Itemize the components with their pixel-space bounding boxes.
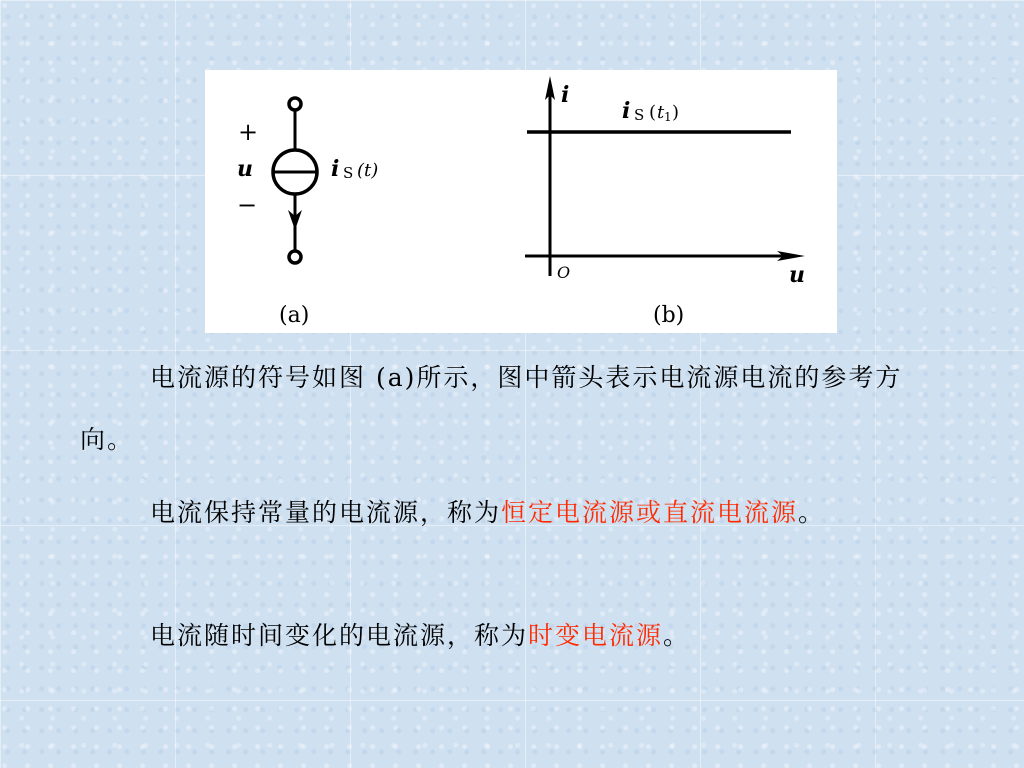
- y-axis-label: i: [561, 82, 570, 108]
- plus-sign: +: [238, 118, 259, 146]
- paragraph-1-text: 电流源的符号如图 (a)所示，图中箭头表示电流源电流的参考方向。: [80, 363, 903, 454]
- x-axis-label: u: [789, 262, 805, 288]
- paragraph-symbol-description: [80, 347, 950, 471]
- paragraph-constant-source: [80, 482, 950, 544]
- voltage-label: u: [237, 156, 253, 182]
- circuit-figure: [205, 70, 837, 333]
- line-arg-subscript: 1: [664, 110, 672, 124]
- constant-source-term: 恒定电流源或直流电流源: [501, 498, 799, 527]
- source-current-argument: (t): [357, 160, 379, 181]
- line-current-symbol: i: [622, 98, 631, 124]
- source-current-symbol: i: [331, 156, 340, 182]
- paragraph-time-varying-source: [80, 605, 950, 667]
- minus-sign: −: [237, 191, 258, 219]
- time-varying-source-term: 时变电流源: [528, 621, 664, 650]
- bottom-terminal: [289, 251, 301, 263]
- line-arg-close: ): [672, 102, 680, 123]
- source-current-subscript: S: [343, 164, 354, 182]
- origin-label: O: [557, 263, 571, 282]
- caption-a: (a): [279, 303, 310, 328]
- paragraph-3-end: 。: [663, 621, 691, 650]
- line-arg-open: (: [649, 102, 657, 123]
- paragraph-2-end: 。: [798, 498, 826, 527]
- paragraph-2-text: 电流保持常量的电流源，称为: [150, 498, 502, 527]
- line-current-subscript: S: [634, 106, 645, 124]
- current-source-symbol: [237, 98, 378, 328]
- line-arg-t: t: [657, 102, 665, 123]
- figure-svg: [205, 70, 837, 333]
- top-terminal: [289, 98, 301, 110]
- paragraph-3-text: 电流随时间变化的电流源，称为: [150, 621, 529, 650]
- characteristic-graph: [525, 76, 805, 328]
- caption-b: (b): [653, 303, 685, 328]
